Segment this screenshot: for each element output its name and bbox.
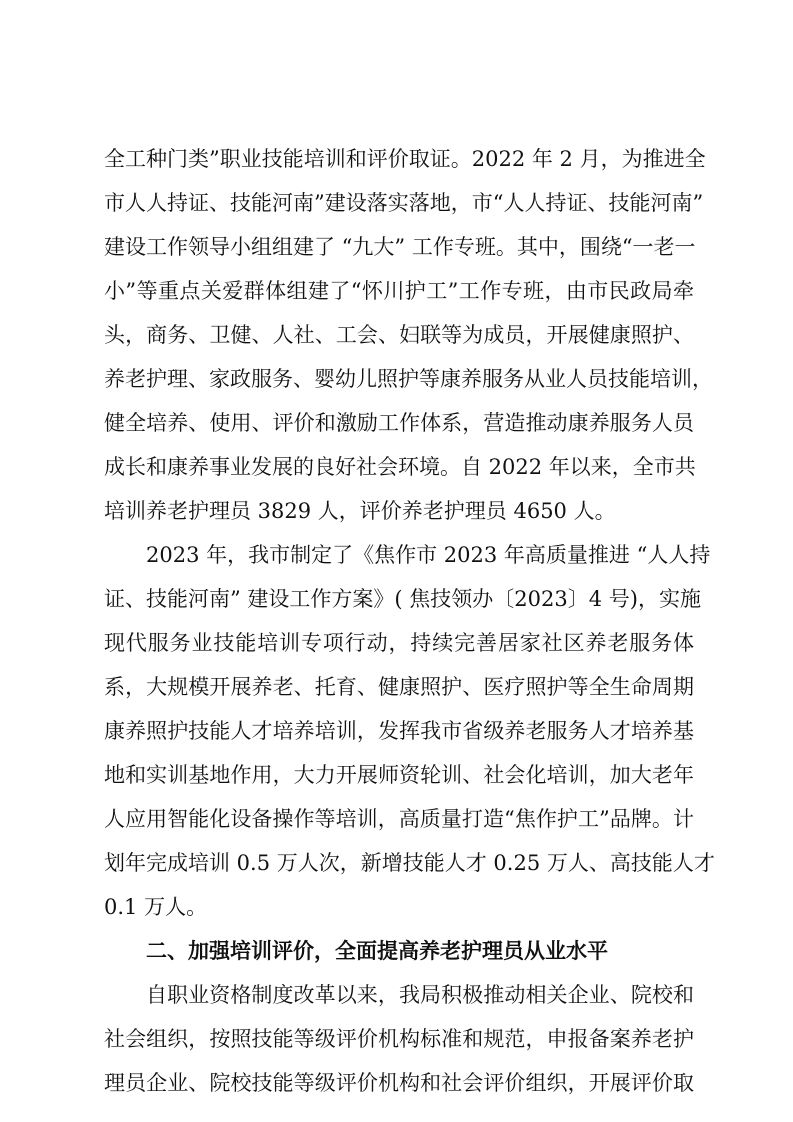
paragraph-1-line-6: 养老护理、家政服务、婴幼儿照护等康养服务从业人员技能培训， <box>104 367 713 391</box>
paragraph-2-line-5: 康养照护技能人才培养培训，发挥我市省级养老服务人才培养基 <box>104 719 694 743</box>
paragraph-1-line-5: 头，商务、卫健、人社、工会、妇联等为成员，开展健康照护、 <box>104 323 694 347</box>
paragraph-3-line-3: 理员企业、院校技能等级评价机构和社会评价组织，开展评价取 <box>104 1071 694 1095</box>
paragraph-1-line-4: 小”等重点关爱群体组建了“怀川护工”工作专班，由市民政局牵 <box>104 279 694 303</box>
paragraph-1-line-1: 全工种门类”职业技能培训和评价取证。2022 年 2 月，为推进全 <box>104 147 706 171</box>
paragraph-1-line-8: 成长和康养事业发展的良好社会环境。自 2022 年以来，全市共 <box>104 455 696 479</box>
paragraph-2-line-7: 人应用智能化设备操作等培训，高质量打造“焦作护工”品牌。计 <box>104 807 694 831</box>
paragraph-2-line-3: 现代服务业技能培训专项行动，持续完善居家社区养老服务体 <box>104 631 694 655</box>
paragraph-2-line-4: 系，大规模开展养老、托育、健康照护、医疗照护等全生命周期 <box>104 675 694 699</box>
paragraph-1-line-7: 健全培养、使用、评价和激励工作体系，营造推动康养服务人员 <box>104 411 694 435</box>
paragraph-2-line-8: 划年完成培训 0.5 万人次，新增技能人才 0.25 万人、高技能人才 <box>104 851 715 875</box>
paragraph-1-line-2: 市人人持证、技能河南”建设落实落地，市“人人持证、技能河南” <box>104 191 704 215</box>
paragraph-3-line-1: 自职业资格制度改革以来，我局积极推动相关企业、院校和 <box>146 983 694 1007</box>
paragraph-2-line-6: 地和实训基地作用，大力开展师资轮训、社会化培训，加大老年 <box>104 763 694 787</box>
paragraph-1-line-3: 建设工作领导小组组建了 “九大” 工作专班。其中，围绕“一老一 <box>104 235 696 259</box>
paragraph-3-line-2: 社会组织，按照技能等级评价机构标准和规范，申报备案养老护 <box>104 1027 694 1051</box>
section-heading: 二、加强培训评价，全面提高养老护理员从业水平 <box>146 939 608 963</box>
paragraph-2-line-9: 0.1 万人。 <box>104 895 208 919</box>
paragraph-2-line-1: 2023 年，我市制定了《焦作市 2023 年高质量推进 “人人持 <box>146 543 711 567</box>
paragraph-1-line-9: 培训养老护理员 3829 人，评价养老护理员 4650 人。 <box>104 499 616 523</box>
paragraph-2-line-2: 证、技能河南” 建设工作方案》( 焦技领办〔2023〕4 号)，实施 <box>104 587 701 611</box>
